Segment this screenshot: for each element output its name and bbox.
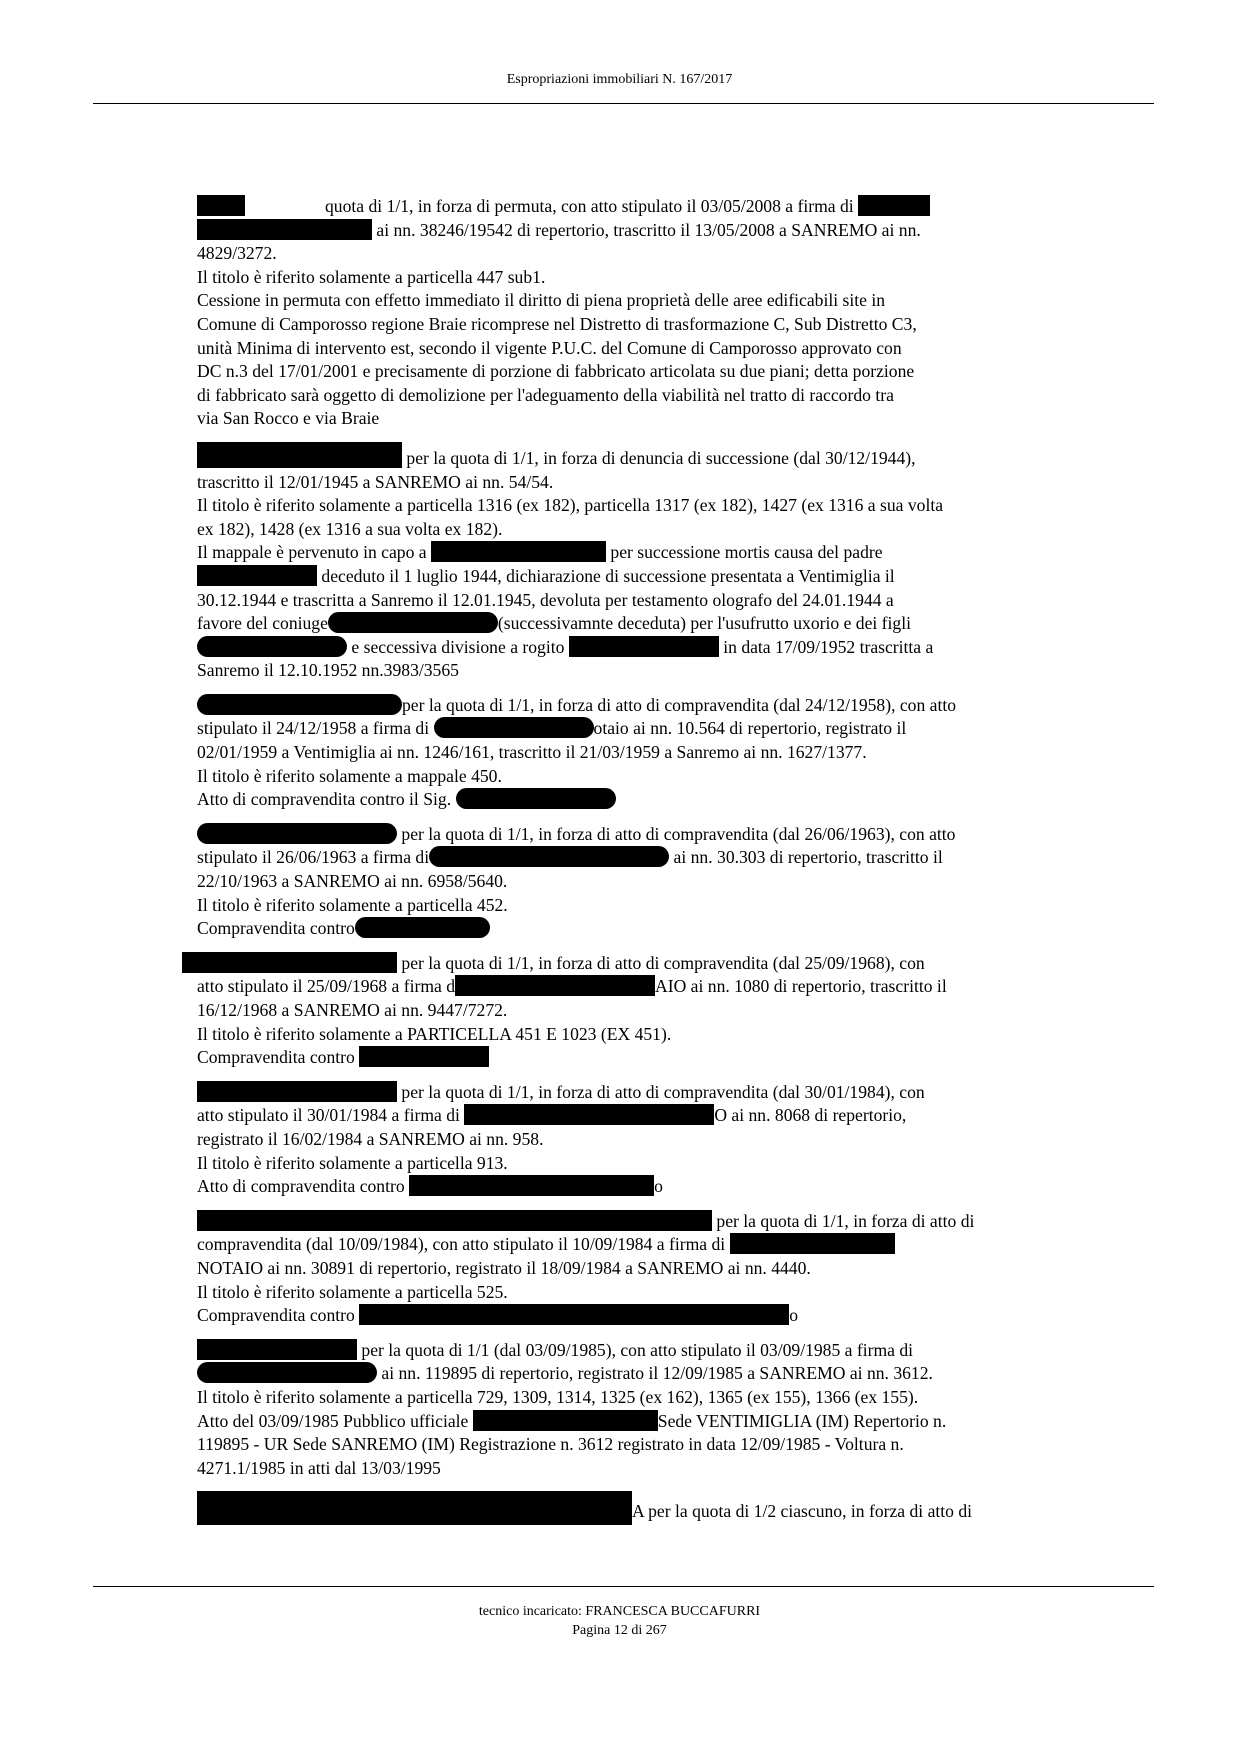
redaction: [182, 952, 397, 973]
paragraph-successione: [197, 442, 1049, 683]
text-line: Il titolo è riferito solamente a particella 525.: [197, 1281, 508, 1302]
text-line: per la quota di 1/1, in forza di atto di compravendita (dal 24/12/1958), con atto: [402, 694, 957, 715]
redaction: [456, 788, 616, 809]
text-line: 119895 - UR Sede SANREMO (IM) Registrazione n. 3612 registrato in data 12/09/1985 - Voltura n.: [197, 1434, 904, 1455]
text-line: compravendita (dal 10/09/1984), con atto stipulato il 10/09/1984 a firma di: [197, 1234, 726, 1255]
text-line: deceduto il 1 luglio 1944, dichiarazione di successione presentata a Ventimiglia il: [321, 565, 895, 586]
redaction: [328, 612, 498, 633]
text-line: stipulato il 24/12/1958 a firma di: [197, 718, 430, 739]
text-line: ai nn. 38246/19542 di repertorio, trascritto il 13/05/2008 a SANREMO ai nn.: [376, 219, 921, 240]
redaction: [197, 1362, 377, 1383]
text-line: per la quota di 1/1, in forza di atto di compravendita (dal 26/06/1963), con atto: [401, 823, 956, 844]
text-line: Atto di compravendita contro il Sig.: [197, 789, 452, 810]
text-line: o: [789, 1305, 799, 1326]
redaction: [197, 694, 402, 715]
text-line: DC n.3 del 17/01/2001 e precisamente di porzione di fabbricato articolata su due piani; detta porzione: [197, 361, 915, 382]
redaction: [429, 846, 669, 867]
text-line: di fabbricato sarà oggetto di demolizione per l'adeguamento della viabilità nel tratto di raccordo tra: [197, 384, 894, 405]
redaction: [197, 219, 372, 240]
redaction: [434, 717, 594, 738]
text-line: per la quota di 1/1, in forza di atto di: [716, 1210, 975, 1231]
paragraph-compravendita-1984a: [197, 1081, 1049, 1199]
text-line: otaio ai nn. 10.564 di repertorio, registrato il: [593, 718, 907, 739]
redaction: [858, 195, 930, 216]
text-line: Il titolo è riferito solamente a particella 447 sub1.: [197, 266, 546, 287]
text-line: favore del coniuge: [197, 613, 328, 634]
text-line: unità Minima di intervento est, secondo il vigente P.U.C. del Comune di Camporosso approvato con: [197, 337, 902, 358]
redaction: [197, 195, 245, 216]
paragraph-quota-half: [197, 1491, 1049, 1525]
text-line: Atto di compravendita contro: [197, 1176, 405, 1197]
redaction: [359, 1046, 489, 1067]
redaction: [409, 1175, 654, 1196]
text-line: 16/12/1968 a SANREMO ai nn. 9447/7272.: [197, 1000, 508, 1020]
paragraph-atto-1985: [197, 1339, 1049, 1481]
text-line: quota di 1/1, in forza di permuta, con atto stipulato il 03/05/2008 a firma di: [325, 196, 854, 216]
text-line: in data 17/09/1952 trascritta a: [723, 636, 934, 657]
text-line: 30.12.1944 e trascritta a Sanremo il 12.01.1945, devoluta per testamento olografo del 24.01.1944 a: [197, 589, 894, 610]
redaction: [464, 1104, 714, 1125]
text-line: 02/01/1959 a Ventimiglia ai nn. 1246/161, trascritto il 21/03/1959 a Sanremo ai nn. 1627/1377.: [197, 742, 867, 763]
text-line: ai nn. 119895 di repertorio, registrato il 12/09/1985 a SANREMO ai nn. 3612.: [381, 1363, 933, 1384]
text-line: trascritto il 12/01/1945 a SANREMO ai nn. 54/54.: [197, 471, 554, 492]
text-line: Il titolo è riferito solamente a PARTICELLA 451 E 1023 (EX 451).: [197, 1023, 672, 1044]
technician-label: tecnico incaricato: FRANCESCA BUCCAFURRI: [478, 1604, 761, 1619]
text-line: Il titolo è riferito solamente a particella 729, 1309, 1314, 1325 (ex 162), 1365 (ex 155), 1366 (ex 155).: [197, 1386, 919, 1407]
text-line: per successione mortis causa del padre: [610, 542, 883, 563]
text-line: AIO ai nn. 1080 di repertorio, trascritto il: [655, 976, 947, 997]
text-line: 22/10/1963 a SANREMO ai nn. 6958/5640.: [197, 871, 508, 892]
redaction: [197, 1491, 632, 1525]
text-line: via San Rocco e via Braie: [197, 408, 380, 429]
text-line: ex 182), 1428 (ex 1316 a sua volta ex 182).: [197, 518, 503, 539]
page-number: Pagina 12 di 267: [572, 1623, 667, 1638]
paragraph-permuta: [197, 195, 1049, 431]
text-line: Sanremo il 12.10.1952 nn.3983/3565: [197, 660, 459, 681]
paragraph-compravendita-1968: [197, 952, 1049, 1070]
text-line: Cessione in permuta con effetto immediato il diritto di piena proprietà delle aree edificabili site in: [197, 290, 886, 311]
document-body: [197, 195, 1049, 1536]
text-line: per la quota di 1/1, in forza di atto di compravendita (dal 30/01/1984), con: [401, 1081, 925, 1102]
text-line: o: [654, 1176, 663, 1197]
text-line: 4829/3272.: [197, 243, 277, 264]
redaction: [197, 1081, 397, 1102]
text-line: O ai nn. 8068 di repertorio,: [714, 1105, 907, 1126]
text-line: per la quota di 1/1, in forza di denuncia di successione (dal 30/12/1944),: [406, 447, 916, 468]
text-line: Sede VENTIMIGLIA (IM) Repertorio n.: [657, 1410, 947, 1431]
text-line: Il titolo è riferito solamente a particella 913.: [197, 1152, 508, 1173]
text-line: Il mappale è pervenuto in capo a: [197, 542, 427, 563]
text-line: Il titolo è riferito solamente a particella 452.: [197, 894, 508, 915]
redaction: [569, 636, 719, 657]
redaction: [197, 1339, 357, 1360]
text-line: Compravendita contro: [197, 918, 355, 939]
footer-rule: [93, 1586, 1154, 1587]
text-line: (successivamnte deceduta) per l'usufrutto uxorio e dei figli: [497, 613, 911, 634]
text-line: registrato il 16/02/1984 a SANREMO ai nn. 958.: [197, 1128, 544, 1149]
text-line: stipulato il 26/06/1963 a firma di: [197, 847, 430, 868]
text-line: atto stipulato il 30/01/1984 a firma di: [197, 1105, 460, 1126]
text-line: per la quota di 1/1 (dal 03/09/1985), con atto stipulato il 03/09/1985 a firma di: [361, 1339, 914, 1360]
text-line: Il titolo è riferito solamente a particella 1316 (ex 182), particella 1317 (ex 182), 1427 (ex 1316 a sua volta: [197, 495, 944, 516]
paragraph-compravendita-1958: [197, 694, 1049, 812]
redaction: [730, 1233, 895, 1254]
text-line: Compravendita contro: [197, 1305, 355, 1326]
text-line: Atto del 03/09/1985 Pubblico ufficiale: [197, 1410, 469, 1431]
page-header: Espropriazioni immobiliari N. 167/2017: [506, 72, 733, 87]
text-line: 4271.1/1985 in atti dal 13/03/1995: [197, 1457, 441, 1478]
paragraph-compravendita-1963: [197, 823, 1049, 941]
paragraph-compravendita-1984b: [197, 1210, 1049, 1328]
redaction: [455, 975, 655, 996]
text-line: A per la quota di 1/2 ciascuno, in forza di atto di: [632, 1501, 973, 1522]
text-line: atto stipulato il 25/09/1968 a firma d: [197, 976, 456, 997]
text-line: e seccessiva divisione a rogito: [351, 636, 565, 657]
text-line: per la quota di 1/1, in forza di atto di compravendita (dal 25/09/1968), con: [401, 952, 925, 973]
redaction: [197, 636, 347, 657]
text-line: Il titolo è riferito solamente a mappale 450.: [197, 765, 502, 786]
header-rule: [93, 103, 1154, 104]
text-line: Comune di Camporosso regione Braie ricomprese nel Distretto di trasformazione C, Sub Distretto C3,: [197, 313, 917, 334]
text-line: ai nn. 30.303 di repertorio, trascritto il: [673, 847, 943, 868]
redaction: [359, 1304, 789, 1325]
redaction: [197, 823, 397, 844]
redaction: [197, 565, 317, 586]
text-line: Compravendita contro: [197, 1047, 355, 1068]
redaction: [473, 1410, 658, 1431]
redaction: [197, 442, 402, 468]
redaction: [355, 917, 490, 938]
redaction: [197, 1210, 712, 1231]
redaction: [431, 541, 606, 562]
text-line: NOTAIO ai nn. 30891 di repertorio, registrato il 18/09/1984 a SANREMO ai nn. 4440.: [197, 1257, 811, 1278]
